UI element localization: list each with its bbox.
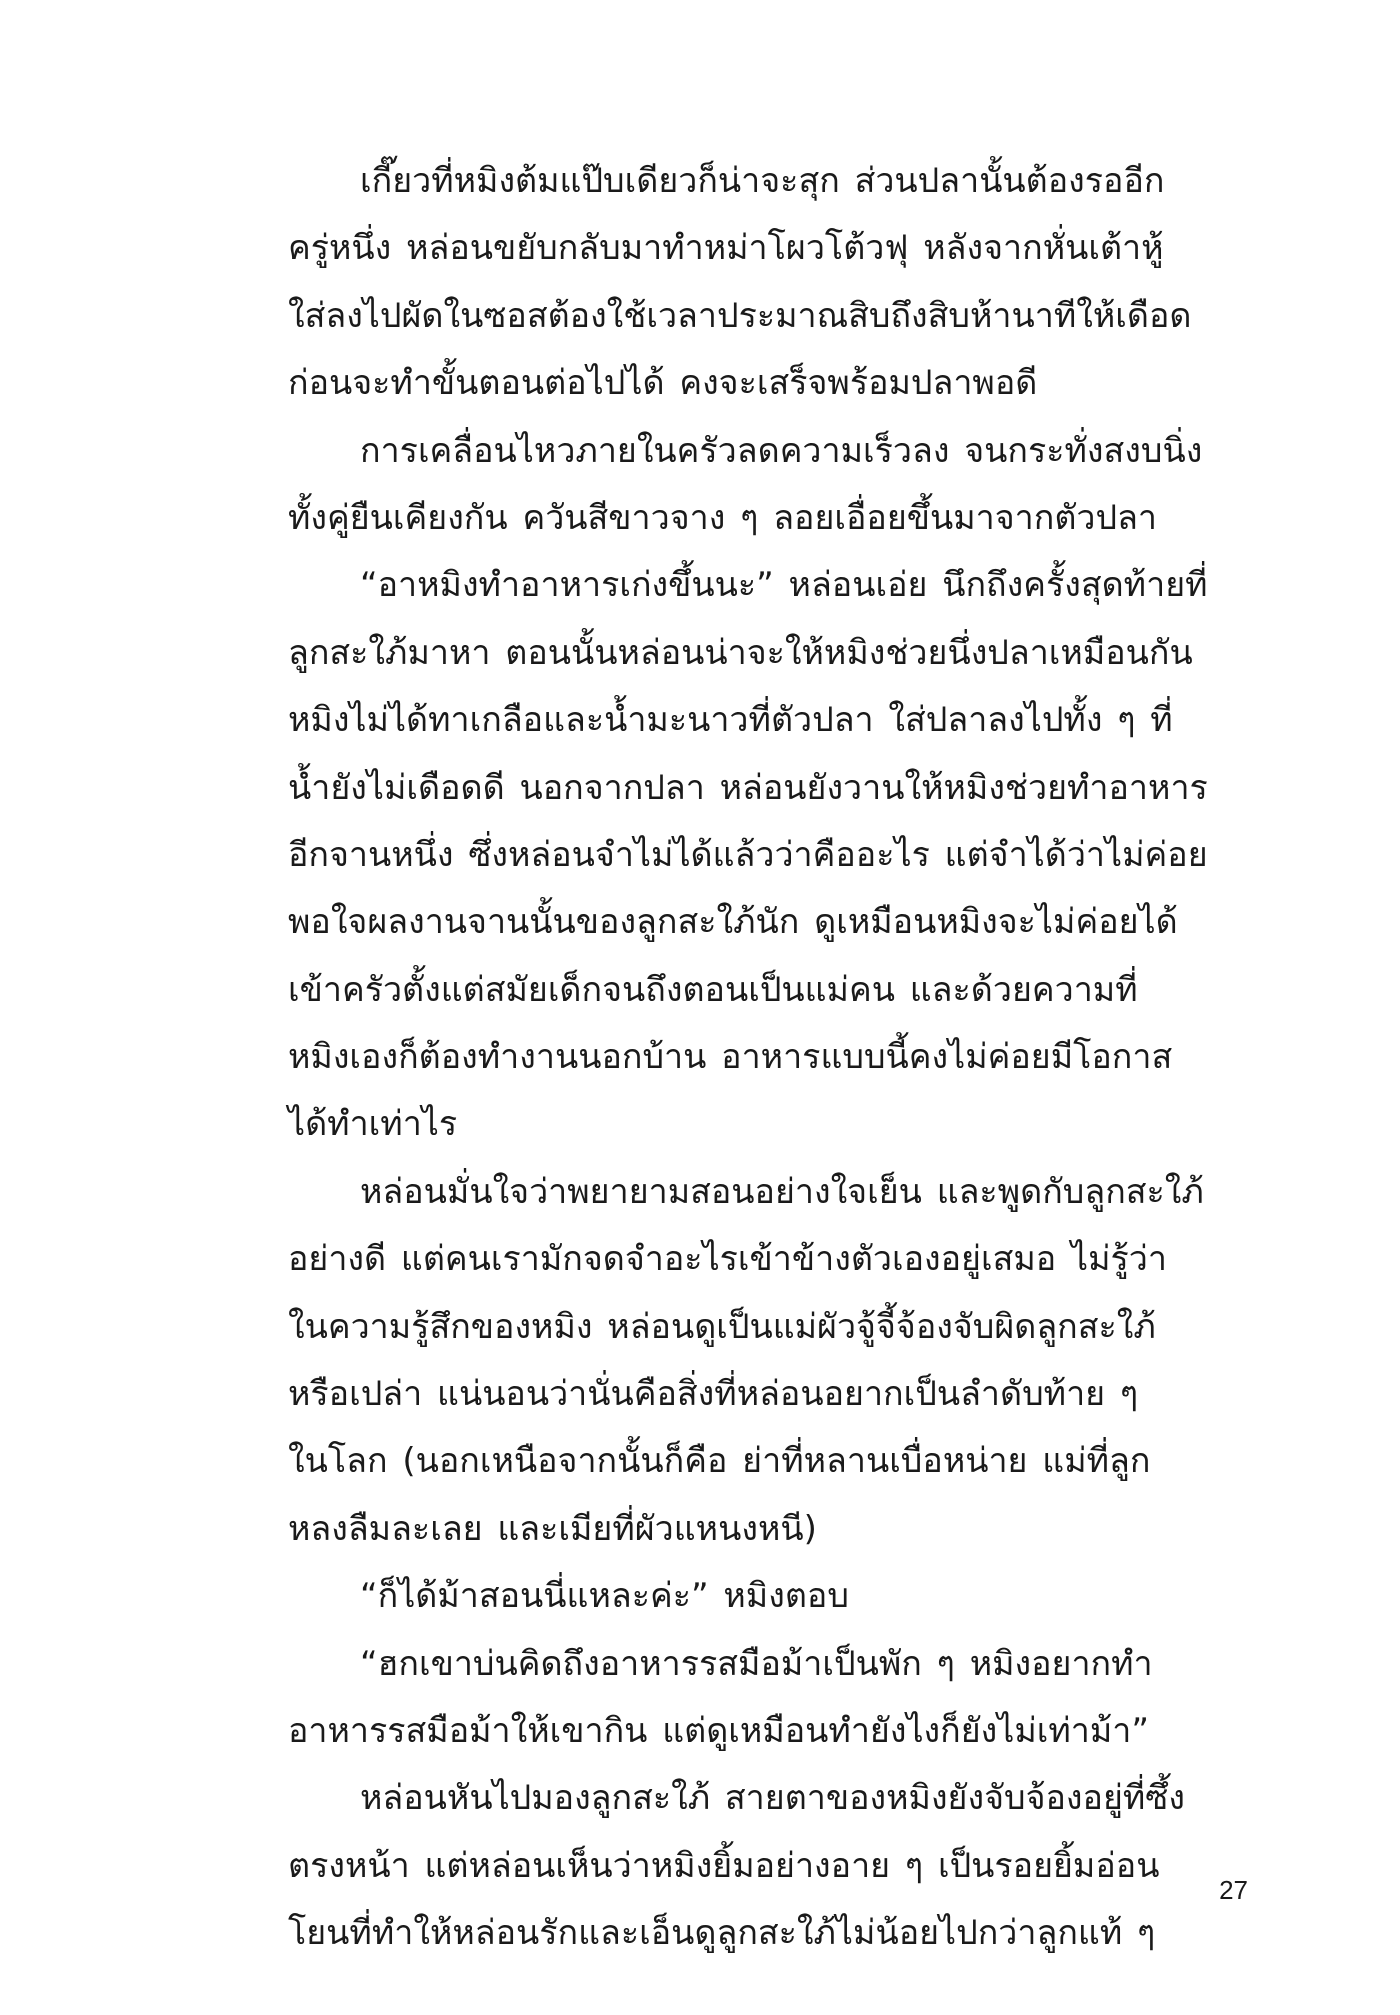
text-line: เกี๊ยวที่หมิงต้มแป๊บเดียวก็น่าจะสุก ส่วนปลานั้นต้องรออีก xyxy=(360,161,1165,201)
text-line: ทั้งคู่ยืนเคียงกัน ควันสีขาวจาง ๆ ลอยเอื่อยขึ้นมาจากตัวปลา xyxy=(288,497,1158,538)
text-line: “อาหมิงทำอาหารเก่งขึ้นนะ” หล่อนเอ่ย นึกถึงครั้งสุดท้ายที่ xyxy=(360,565,1208,606)
text-line: การเคลื่อนไหวภายในครัวลดความเร็วลง จนกระทั่งสงบนิ่ง xyxy=(360,430,1203,471)
text-line: ตรงหน้า แต่หล่อนเห็นว่าหมิงยิ้มอย่างอาย ๆ เป็นรอยยิ้มอ่อน xyxy=(288,1845,1160,1886)
text-line: หมิงไม่ได้ทาเกลือและน้ำมะนาวที่ตัวปลา ใส่ปลาลงไปทั้ง ๆ ที่ xyxy=(288,700,1173,741)
text-line: น้ำยังไม่เดือดดี นอกจากปลา หล่อนยังวานให้หมิงช่วยทำอาหาร xyxy=(288,767,1208,808)
text-line: ครู่หนึ่ง หล่อนขยับกลับมาทำหม่าโผวโต้วฟุ หลังจากหั่นเต้าหู้ xyxy=(288,228,1164,269)
text-line: หล่อนหันไปมองลูกสะใภ้ สายตาของหมิงยังจับจ้องอยู่ที่ซึ้ง xyxy=(360,1778,1185,1819)
text-line: โยนที่ทำให้หล่อนรักและเอ็นดูลูกสะใภ้ไม่น้อยไปกว่าลูกแท้ ๆ xyxy=(288,1913,1156,1954)
text-line: ลูกสะใภ้มาหา ตอนนั้นหล่อนน่าจะให้หมิงช่วยนึ่งปลาเหมือนกัน xyxy=(288,632,1193,673)
text-line: หมิงเองก็ต้องทำงานนอกบ้าน อาหารแบบนี้คงไม่ค่อยมีโอกาส xyxy=(288,1037,1173,1078)
text-line: ก่อนจะทำขั้นตอนต่อไปได้ คงจะเสร็จพร้อมปลาพอดี xyxy=(288,363,1038,404)
text-line: “ก็ได้ม้าสอนนี่แหละค่ะ” หมิงตอบ xyxy=(360,1576,849,1617)
text-line: ได้ทำเท่าไร xyxy=(288,1104,458,1145)
text-line: ใส่ลงไปผัดในซอสต้องใช้เวลาประมาณสิบถึงสิบห้านาทีให้เดือด xyxy=(288,295,1192,336)
text-line: “ฮกเขาบ่นคิดถึงอาหารรสมือม้าเป็นพัก ๆ หมิงอยากทำ xyxy=(360,1643,1153,1684)
text-line: ในความรู้สึกของหมิง หล่อนดูเป็นแม่ผัวจู้จี้จ้องจับผิดลูกสะใภ้ xyxy=(288,1306,1156,1347)
text-line: อย่างดี แต่คนเรามักจดจำอะไรเข้าข้างตัวเองอยู่เสมอ ไม่รู้ว่า xyxy=(288,1239,1167,1280)
text-line: หล่อนมั่นใจว่าพยายามสอนอย่างใจเย็น และพูดกับลูกสะใภ้ xyxy=(360,1171,1204,1212)
text-line: พอใจผลงานจานนั้นของลูกสะใภ้นัก ดูเหมือนหมิงจะไม่ค่อยได้ xyxy=(288,902,1178,943)
text-line: อีกจานหนึ่ง ซึ่งหล่อนจำไม่ได้แล้วว่าคืออะไร แต่จำได้ว่าไม่ค่อย xyxy=(288,834,1208,875)
text-line: หลงลืมละเลย และเมียที่ผัวแหนงหนี) xyxy=(288,1508,817,1549)
text-line: หรือเปล่า แน่นอนว่านั่นคือสิ่งที่หล่อนอยากเป็นลำดับท้าย ๆ xyxy=(288,1374,1139,1415)
page-number: 27 xyxy=(1219,1875,1248,1905)
text-line: เข้าครัวตั้งแต่สมัยเด็กจนถึงตอนเป็นแม่คน และด้วยความที่ xyxy=(288,969,1138,1010)
text-line: อาหารรสมือม้าให้เขากิน แต่ดูเหมือนทำยังไงก็ยังไม่เท่าม้า” xyxy=(288,1710,1150,1751)
body-text xyxy=(288,148,1248,1968)
text-line: ในโลก (นอกเหนือจากนั้นก็คือ ย่าที่หลานเบื่อหน่าย แม่ที่ลูก xyxy=(288,1441,1151,1482)
